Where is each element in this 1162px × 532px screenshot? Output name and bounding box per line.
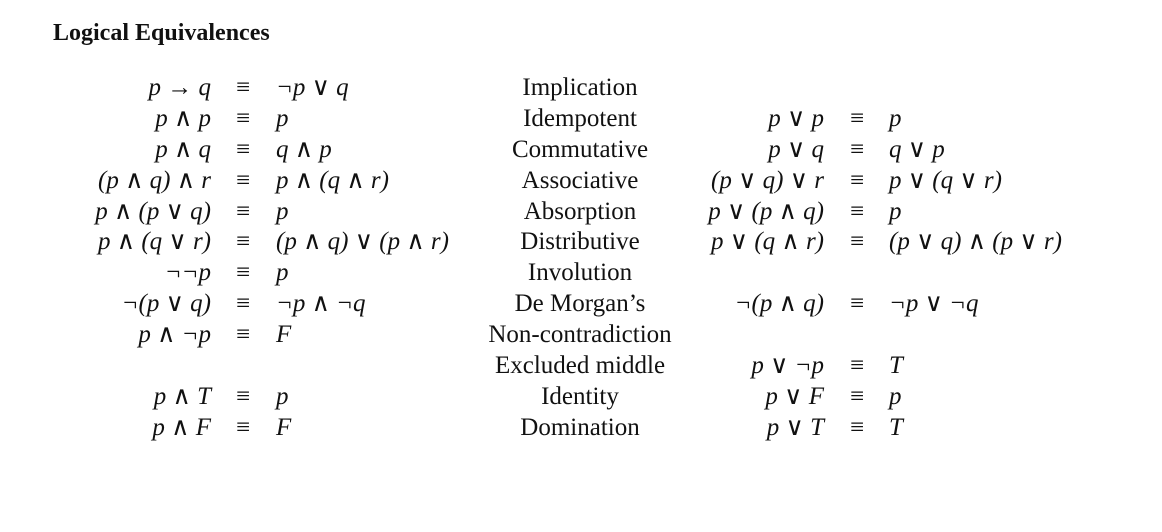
- equiv-symbol: ≡: [235, 290, 251, 318]
- equiv-symbol: ≡: [849, 382, 865, 410]
- law-name: Involution: [527, 259, 633, 287]
- equiv-symbol: ≡: [235, 259, 251, 287]
- left-rhs: (p ∧ q) ∨ (p ∧ r): [276, 228, 449, 256]
- table-row: [0, 226, 1162, 257]
- left-rhs: F: [276, 321, 292, 349]
- left-rhs: p: [276, 197, 289, 225]
- left-lhs: p ∧ q: [155, 135, 211, 163]
- equiv-symbol: ≡: [235, 321, 251, 349]
- left-lhs: p ∧ T: [153, 382, 211, 410]
- left-lhs: (p ∧ q) ∧ r: [98, 166, 211, 194]
- equiv-symbol: ≡: [849, 352, 865, 380]
- law-name: De Morgan’s: [514, 290, 646, 318]
- equiv-symbol: ≡: [235, 74, 251, 101]
- law-name: Idempotent: [523, 104, 637, 132]
- left-lhs: p ∧ (p ∨ q): [95, 197, 211, 225]
- equiv-symbol: ≡: [235, 197, 251, 225]
- equiv-symbol: ≡: [849, 166, 865, 194]
- table-row: [0, 288, 1162, 319]
- left-rhs: p ∧ (q ∧ r): [276, 166, 389, 194]
- law-name: Commutative: [511, 135, 649, 163]
- right-rhs: p ∨ (q ∨ r): [889, 166, 1002, 194]
- left-lhs: ¬¬p: [164, 259, 211, 287]
- law-name: Distributive: [520, 228, 640, 256]
- left-rhs: ¬p ∧ ¬q: [276, 290, 366, 318]
- equiv-symbol: ≡: [235, 228, 251, 256]
- right-lhs: p ∨ p: [768, 104, 824, 132]
- table-row: [0, 134, 1162, 165]
- left-lhs: p ∧ p: [155, 104, 211, 132]
- right-lhs: p ∨ q: [768, 135, 824, 163]
- left-rhs: p: [276, 104, 289, 132]
- table-row: [0, 257, 1162, 288]
- table-row: [0, 319, 1162, 350]
- left-rhs: p: [276, 259, 289, 287]
- right-rhs: p: [889, 104, 902, 132]
- table-row: [0, 103, 1162, 134]
- equiv-symbol: ≡: [235, 135, 251, 163]
- equiv-symbol: ≡: [849, 104, 865, 132]
- equiv-symbol: ≡: [849, 135, 865, 163]
- left-rhs: p: [276, 382, 289, 410]
- right-rhs: ¬p ∨ ¬q: [889, 290, 979, 318]
- equiv-symbol: ≡: [849, 228, 865, 256]
- left-lhs: ¬(p ∨ q): [121, 290, 211, 318]
- right-rhs: T: [889, 413, 903, 441]
- law-name: Absorption: [523, 197, 637, 225]
- law-name: Non-contradiction: [488, 321, 672, 349]
- left-lhs: p → q: [148, 74, 211, 101]
- law-name: Excluded middle: [494, 352, 666, 380]
- equiv-symbol: ≡: [235, 413, 251, 441]
- right-lhs: ¬(p ∧ q): [734, 290, 824, 318]
- left-lhs: p ∧ ¬p: [138, 321, 211, 349]
- right-lhs: p ∨ ¬p: [751, 352, 824, 380]
- right-lhs: p ∨ F: [765, 382, 824, 410]
- left-rhs: ¬p ∨ q: [276, 74, 349, 101]
- law-name: Implication: [522, 74, 638, 101]
- left-lhs: p ∧ F: [152, 413, 211, 441]
- equiv-symbol: ≡: [235, 104, 251, 132]
- right-rhs: (p ∨ q) ∧ (p ∨ r): [889, 228, 1062, 256]
- left-rhs: F: [276, 413, 292, 441]
- right-lhs: (p ∨ q) ∨ r: [711, 166, 824, 194]
- equiv-symbol: ≡: [849, 290, 865, 318]
- equiv-symbol: ≡: [235, 382, 251, 410]
- left-rhs: q ∧ p: [276, 135, 332, 163]
- equivalence-table: [0, 72, 1162, 443]
- equiv-symbol: ≡: [849, 413, 865, 441]
- equiv-symbol: ≡: [849, 197, 865, 225]
- table-row: [0, 350, 1162, 381]
- table-row: [0, 412, 1162, 443]
- right-rhs: p: [889, 382, 902, 410]
- law-name: Identity: [541, 382, 619, 410]
- law-name: Associative: [521, 166, 639, 194]
- law-name: Domination: [520, 413, 640, 441]
- right-lhs: p ∨ (p ∧ q): [708, 197, 824, 225]
- right-lhs: p ∨ T: [766, 413, 824, 441]
- left-lhs: p ∧ (q ∨ r): [98, 228, 211, 256]
- right-rhs: q ∨ p: [889, 135, 945, 163]
- table-row: [0, 72, 1162, 103]
- equiv-symbol: ≡: [235, 166, 251, 194]
- right-lhs: p ∨ (q ∧ r): [711, 228, 824, 256]
- table-row: [0, 381, 1162, 412]
- table-row: [0, 165, 1162, 196]
- right-rhs: T: [889, 352, 903, 380]
- right-rhs: p: [889, 197, 902, 225]
- table-row: [0, 196, 1162, 227]
- page-title: Logical Equivalences: [53, 20, 270, 46]
